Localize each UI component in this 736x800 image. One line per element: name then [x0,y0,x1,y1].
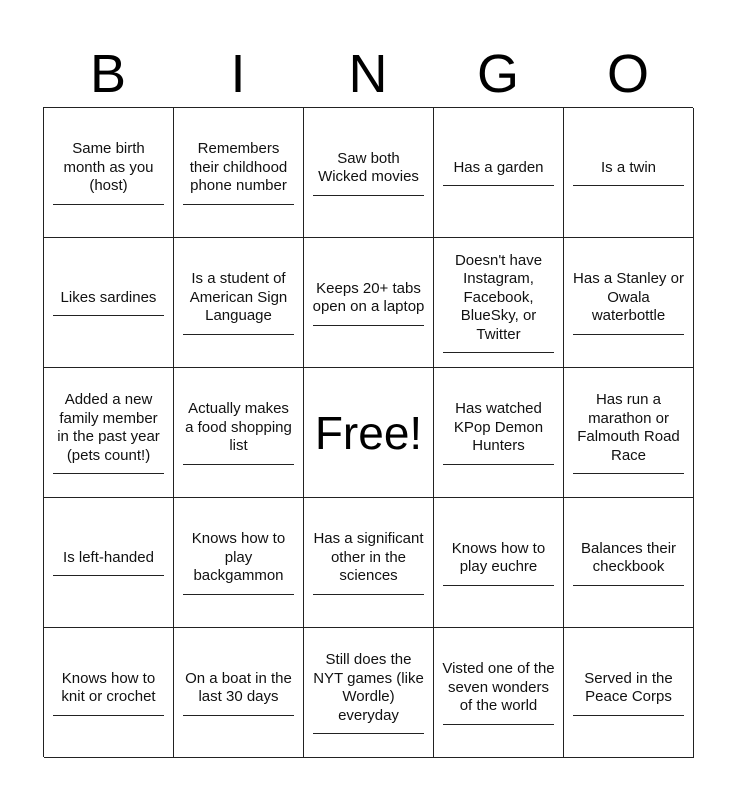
cell-text: Has watched KPop Demon Hunters [453,400,544,455]
signature-line [443,352,554,353]
bingo-cell-r0-c0[interactable] [44,108,174,238]
cell-text: Has a Stanley or Owala waterbottle [573,270,684,325]
bingo-cell-r0-c4[interactable] [564,108,694,238]
cell-text: Saw both Wicked movies [318,149,419,185]
bingo-cell-r0-c1[interactable] [174,108,304,238]
free-space-text: Free! [314,406,423,459]
bingo-cell-r1-c0[interactable] [44,238,174,368]
signature-line [53,315,164,316]
bingo-header [43,40,693,108]
bingo-cell-r2-c1[interactable] [174,368,304,498]
signature-line [53,204,164,205]
signature-line [183,594,294,595]
header-letter-i: I [230,44,246,104]
signature-line [443,585,554,586]
header-letter-g: G [476,44,519,104]
signature-line [183,334,294,335]
cell-text: Knows how to knit or crochet [61,669,156,705]
signature-line [313,195,424,196]
cell-text: Added a new family member in the past year (pets count!) [57,391,160,464]
signature-line [443,185,554,186]
bingo-cell-r4-c0[interactable] [44,628,174,758]
bingo-cell-r2-c0[interactable] [44,368,174,498]
signature-line [313,733,424,734]
signature-line [183,715,294,716]
signature-line [53,575,164,576]
cell-text: Still does the NYT games (like Wordle) everyday [313,651,424,724]
signature-line [313,594,424,595]
bingo-cell-r0-c3[interactable] [434,108,564,238]
header-letter-n: N [348,44,388,104]
cell-text: Has a significant other in the sciences [313,530,424,585]
bingo-cell-r4-c2[interactable] [304,628,434,758]
cell-text: Balances their checkbook [580,539,677,575]
cell-text: Served in the Peace Corps [584,669,673,705]
header-letter-b: B [89,44,127,104]
signature-line [53,473,164,474]
signature-line [573,473,684,474]
cell-text: Is left-handed [63,548,154,566]
bingo-cell-r4-c4[interactable] [564,628,694,758]
bingo-cell-r1-c1[interactable] [174,238,304,368]
signature-line [573,334,684,335]
bingo-cell-r3-c3[interactable] [434,498,564,628]
cell-text: Visted one of the seven wonders of the world [442,660,555,715]
cell-text: Has a garden [453,158,544,176]
bingo-cell-r1-c3[interactable] [434,238,564,368]
bingo-cell-r3-c4[interactable] [564,498,694,628]
header-letter-o: O [606,44,649,104]
bingo-board [43,107,693,757]
bingo-cell-r2-c4[interactable] [564,368,694,498]
cell-text: Same birth month as you (host) [63,140,154,195]
bingo-cell-r0-c2[interactable] [304,108,434,238]
bingo-cell-r3-c2[interactable] [304,498,434,628]
signature-line [53,715,164,716]
signature-line [313,325,424,326]
signature-line [443,724,554,725]
bingo-cell-r4-c1[interactable] [174,628,304,758]
bingo-cell-r2-c3[interactable] [434,368,564,498]
cell-text: Has run a marathon or Falmouth Road Race [577,391,680,464]
cell-text: On a boat in the last 30 days [185,669,292,705]
bingo-cell-r1-c2[interactable] [304,238,434,368]
signature-line [573,585,684,586]
cell-text: Remembers their childhood phone number [189,140,288,195]
cell-text: Doesn't have Instagram, Facebook, BlueSky, or Twitter [454,251,543,343]
signature-line [573,185,684,186]
cell-text: Is a student of American Sign Language [189,270,288,325]
bingo-cell-r4-c3[interactable] [434,628,564,758]
cell-text: Keeps 20+ tabs open on a laptop [312,279,425,315]
signature-line [443,464,554,465]
signature-line [183,204,294,205]
bingo-cell-r3-c0[interactable] [44,498,174,628]
cell-text: Knows how to play backgammon [191,530,286,585]
bingo-cell-free[interactable] [304,368,434,498]
cell-text: Is a twin [600,158,657,176]
bingo-cell-r1-c4[interactable] [564,238,694,368]
cell-text: Actually makes a food shopping list [185,400,292,455]
cell-text: Likes sardines [60,288,157,306]
bingo-cell-r3-c1[interactable] [174,498,304,628]
cell-text: Knows how to play euchre [451,539,546,575]
signature-line [183,464,294,465]
signature-line [573,715,684,716]
